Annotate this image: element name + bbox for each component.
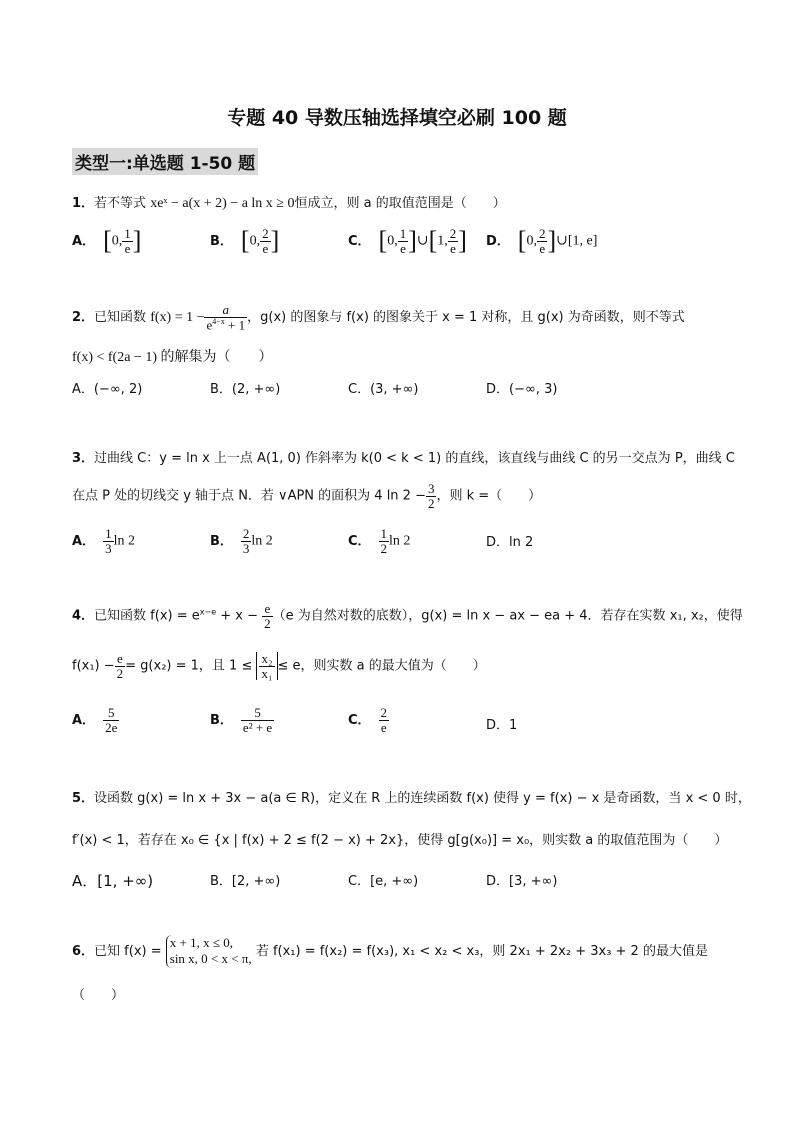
question-5-line-2: f′(x) < 1，若存在 x₀ ∈ {x | f(x) + 2 ≤ f(2 − x) + 2x}，使得 g[g(x₀)] = x₀，则实数 a 的取值范围为（ ） <box>72 833 728 848</box>
q1-option-d[interactable]: D． [0, $\frac{2}{e}$ ]∪[1, e] <box>486 225 598 256</box>
page-title: 专题 40 导数压轴选择填空必刷 100 题 <box>227 107 567 129</box>
q1-option-a[interactable]: A． [0, $\frac{1}{e}$ ] <box>72 225 142 256</box>
question-4: 4．已知函数 $f(x) = e^{x-e} + x$ − $\frac{e}{2}$ （e 为自然对数的底数），g(x) = ln x − ax − ea + 4．若存在实数 x₁, x₂，使得 <box>72 601 743 631</box>
question-6-line-2: （ ） <box>72 988 125 1003</box>
question-2-options <box>72 378 772 408</box>
q5-option-c[interactable]: C．[e, +∞) <box>348 874 419 889</box>
question-5: 5．设函数 g(x) = ln x + 3x − a(a ∈ R)，定义在 R 上的连续函数 f(x) 使得 y = f(x) − x 是奇函数，当 x < 0 时， <box>72 791 751 806</box>
q5-option-a[interactable]: A．[1, +∞) <box>72 872 154 890</box>
piecewise-cases: x + 1, x ≤ 0, sin x, 0 < x < π, <box>166 935 252 968</box>
q3-option-c[interactable]: C． $\frac{1}{2}$ ln 2 <box>348 526 411 556</box>
q3-option-a[interactable]: A． $\frac{1}{3}$ ln 2 <box>72 526 135 556</box>
question-2: 2．已知函数 f(x) = 1 − $\frac{a}{e^{4-x} + 1}$ ，g(x) 的图象与 f(x) 的图象关于 x = 1 对称，且 g(x) 为奇函数，则不等式 <box>72 302 685 332</box>
question-3-options <box>72 527 772 557</box>
q2-option-a[interactable]: A．(−∞, 2) <box>72 382 143 397</box>
question-3-line-2: 在点 P 处的切线交 y 轴于点 N．若 ∨APN 的面积为 4 ln 2 − $\frac{3}{2}$ ，则 k =（ ） <box>72 481 542 511</box>
q5-option-d[interactable]: D．[3, +∞) <box>486 874 558 889</box>
q4-option-d[interactable]: D．1 <box>486 718 518 733</box>
q1-option-c[interactable]: C． [0, $\frac{1}{e}$ ]∪[1, $\frac{2}{e}$ ] <box>348 225 467 256</box>
q2-option-d[interactable]: D．(−∞, 3) <box>486 382 558 397</box>
q2-option-c[interactable]: C．(3, +∞) <box>348 382 419 397</box>
question-1: 1．若不等式 xeˣ − a(x + 2) − a ln x ≥ 0恒成立，则 a 的取值范围是（ ） <box>72 196 506 211</box>
q3-option-b[interactable]: B． $\frac{2}{3}$ ln 2 <box>210 526 273 556</box>
question-6: 6．已知 f(x) = x + 1, x ≤ 0, sin x, 0 < x < π, 若 f(x₁) = f(x₂) = f(x₃), x₁ < x₂ < x₃，则 2x₁ + 2x₂ + 3x₃ + 2 的最大值是 <box>72 935 708 967</box>
q1-option-b[interactable]: B． [0, $\frac{2}{e}$ ] <box>210 225 280 256</box>
q4-option-a[interactable]: A． $\frac{5}{2e}$ <box>72 705 118 735</box>
q2-option-b[interactable]: B．(2, +∞) <box>210 382 281 397</box>
question-3: 3．过曲线 C：y = ln x 上一点 A(1, 0) 作斜率为 k(0 < k < 1) 的直线，该直线与曲线 C 的另一交点为 P，曲线 C <box>72 451 735 466</box>
question-4-line-2: f(x₁) − $\frac{e}{2}$ = g(x₂) = 1，且 1 ≤ $\frac{\text{x₂}}{\text{x₁}}$ ≤ e，则实数 a 的最大值为（ ） <box>72 651 486 681</box>
question-5-options <box>72 870 772 900</box>
q4-option-c[interactable]: C． $\frac{2}{e}$ <box>348 705 388 735</box>
question-2-line-2: f(x) < f(2a − 1) 的解集为（ ） <box>72 350 273 365</box>
section-heading: 类型一:单选题 1-50 题 <box>72 148 258 175</box>
q3-option-d[interactable]: D．ln 2 <box>486 535 534 550</box>
question-1-options <box>72 226 772 256</box>
q5-option-b[interactable]: B．[2, +∞) <box>210 874 281 889</box>
question-4-options <box>72 706 772 736</box>
q4-option-b[interactable]: B． $\frac{5}{\text{e² + e}}$ <box>210 705 273 735</box>
